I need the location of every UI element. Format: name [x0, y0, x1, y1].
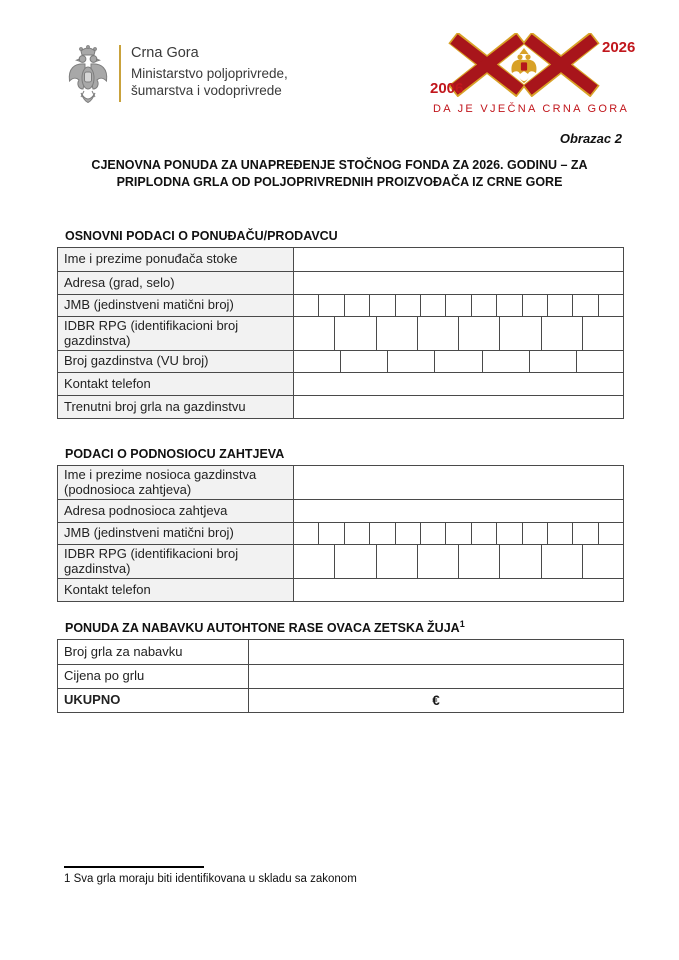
- section-ponuda-za-nabavku: [0, 619, 679, 713]
- coat-of-arms-icon: [66, 41, 110, 107]
- digit-box[interactable]: [445, 295, 470, 316]
- field-label: Adresa (grad, selo): [58, 272, 294, 294]
- form-row: [58, 499, 623, 522]
- footnote: [64, 873, 357, 885]
- digit-boxes: [294, 295, 623, 316]
- digit-box[interactable]: [395, 523, 420, 544]
- digit-box[interactable]: [344, 523, 369, 544]
- ministry-header: [131, 44, 288, 99]
- form-row: [58, 640, 623, 664]
- digit-box[interactable]: [458, 545, 499, 578]
- digit-box[interactable]: [572, 295, 597, 316]
- digit-box[interactable]: [294, 545, 334, 578]
- total-amount-cell[interactable]: €: [249, 689, 623, 712]
- digit-box[interactable]: [522, 523, 547, 544]
- section-osnovni-podaci-o-ponudjacu: [0, 229, 679, 419]
- field-value-cell[interactable]: [294, 373, 623, 395]
- document-title: [42, 157, 637, 191]
- form-row: [58, 316, 623, 350]
- form-row: [58, 350, 623, 372]
- digit-box[interactable]: [576, 351, 623, 372]
- digit-box[interactable]: [582, 317, 623, 350]
- anniversary-logo: [430, 33, 642, 115]
- digit-box[interactable]: [522, 295, 547, 316]
- footnote-marker: 1: [64, 873, 71, 885]
- form-row: [58, 688, 623, 712]
- form-table: [57, 465, 624, 602]
- digit-box[interactable]: [547, 523, 572, 544]
- digit-box[interactable]: [417, 545, 458, 578]
- document-title-line2: PRIPLODNA GRLA OD POLJOPRIVREDNIH PROIZVOĐAČA IZ CRNE GORE: [116, 175, 563, 189]
- field-value-cell[interactable]: [294, 396, 623, 418]
- field-value-cell[interactable]: [294, 248, 623, 271]
- digit-box[interactable]: [598, 295, 623, 316]
- footnote-separator: [64, 866, 204, 868]
- field-label: Kontakt telefon: [58, 373, 294, 395]
- digit-box[interactable]: [499, 545, 540, 578]
- form-row: [58, 522, 623, 544]
- form-row: [58, 578, 623, 601]
- field-value-cell[interactable]: [294, 500, 623, 522]
- field-label: Kontakt telefon: [58, 579, 294, 601]
- footnote-reference: 1: [459, 619, 465, 629]
- footnote-text: Sva grla moraju biti identifikovana u skladu sa zakonom: [73, 873, 357, 885]
- digit-box[interactable]: [598, 523, 623, 544]
- digit-box[interactable]: [376, 317, 417, 350]
- digit-box[interactable]: [434, 351, 481, 372]
- form-row: [58, 466, 623, 499]
- digit-box[interactable]: [420, 523, 445, 544]
- digit-box[interactable]: [294, 317, 334, 350]
- section-heading: PODACI O PODNOSIOCU ZAHTJEVA: [65, 447, 285, 461]
- digit-box[interactable]: [582, 545, 623, 578]
- digit-box[interactable]: [482, 351, 529, 372]
- field-value-cell[interactable]: [249, 640, 623, 664]
- field-label: JMB (jedinstveni matični broj): [58, 295, 294, 316]
- digit-box[interactable]: [369, 523, 394, 544]
- digit-box[interactable]: [340, 351, 387, 372]
- section-podaci-o-podnosiocu: [0, 447, 679, 602]
- field-label: Cijena po grlu: [58, 665, 249, 688]
- digit-box[interactable]: [318, 295, 343, 316]
- digit-box[interactable]: [499, 317, 540, 350]
- form-row: [58, 271, 623, 294]
- anniversary-xx-icon: [430, 33, 642, 97]
- form-number-label: Obrazac 2: [559, 131, 622, 146]
- digit-box[interactable]: [318, 523, 343, 544]
- document-title-line1: CJENOVNA PONUDA ZA UNAPREĐENJE STOČNOG FONDA ZA 2026. GODINU – ZA: [91, 158, 588, 172]
- anniversary-year-start: 2006: [430, 80, 464, 97]
- digit-box[interactable]: [458, 317, 499, 350]
- field-label: Broj gazdinstva (VU broj): [58, 351, 294, 372]
- anniversary-slogan: DA JE VJEČNA CRNA GORA: [433, 103, 630, 115]
- form-table: [57, 247, 624, 419]
- anniversary-year-end: 2026: [602, 39, 636, 56]
- digit-boxes: [294, 351, 623, 372]
- form-table: [57, 639, 624, 713]
- digit-box[interactable]: [417, 317, 458, 350]
- form-row: [58, 664, 623, 688]
- digit-box[interactable]: [420, 295, 445, 316]
- digit-box[interactable]: [541, 317, 582, 350]
- digit-box[interactable]: [376, 545, 417, 578]
- digit-boxes: [294, 545, 623, 578]
- field-label: Ime i prezime nosioca gazdinstva (podnosioca zahtjeva): [58, 466, 294, 499]
- field-label: JMB (jedinstveni matični broj): [58, 523, 294, 544]
- header-divider: [119, 45, 121, 102]
- digit-box[interactable]: [344, 295, 369, 316]
- country-name: Crna Gora: [131, 45, 199, 61]
- digit-box[interactable]: [387, 351, 434, 372]
- form-row: [58, 248, 623, 271]
- field-value-cell[interactable]: [249, 665, 623, 688]
- field-value-cell[interactable]: [294, 272, 623, 294]
- section-heading: PONUDA ZA NABAVKU AUTOHTONE RASE OVACA ZETSKA ŽUJA$^1$: [65, 619, 465, 636]
- ministry-name-line1: Ministarstvo poljoprivrede,: [131, 66, 288, 81]
- field-value-cell[interactable]: [294, 466, 623, 499]
- field-label: Trenutni broj grla na gazdinstvu: [58, 396, 294, 418]
- field-label: Adresa podnosioca zahtjeva: [58, 500, 294, 522]
- digit-box[interactable]: [369, 295, 394, 316]
- field-label: IDBR RPG (identifikacioni broj gazdinstva): [58, 545, 294, 578]
- form-row: [58, 544, 623, 578]
- section-heading: OSNOVNI PODACI O PONUĐAČU/PRODAVCU: [65, 229, 338, 243]
- digit-box[interactable]: [541, 545, 582, 578]
- digit-box[interactable]: [529, 351, 576, 372]
- field-label: Ime i prezime ponuđača stoke: [58, 248, 294, 271]
- digit-box[interactable]: [294, 523, 318, 544]
- digit-box[interactable]: [395, 295, 420, 316]
- form-row: [58, 294, 623, 316]
- digit-box[interactable]: [334, 545, 375, 578]
- digit-box[interactable]: [445, 523, 470, 544]
- digit-box[interactable]: [471, 523, 496, 544]
- digit-box[interactable]: [496, 295, 521, 316]
- field-value-cell[interactable]: [294, 579, 623, 601]
- form-row: [58, 395, 623, 418]
- digit-boxes: [294, 317, 623, 350]
- digit-box[interactable]: [294, 351, 340, 372]
- ministry-name-line2: šumarstva i vodoprivrede: [131, 83, 282, 98]
- digit-box[interactable]: [572, 523, 597, 544]
- digit-box[interactable]: [471, 295, 496, 316]
- field-label: UKUPNO: [58, 689, 249, 712]
- digit-box[interactable]: [547, 295, 572, 316]
- digit-box[interactable]: [334, 317, 375, 350]
- digit-box[interactable]: [496, 523, 521, 544]
- form-row: [58, 372, 623, 395]
- field-label: IDBR RPG (identifikacioni broj gazdinstva): [58, 317, 294, 350]
- digit-boxes: [294, 523, 623, 544]
- field-label: Broj grla za nabavku: [58, 640, 249, 664]
- digit-box[interactable]: [294, 295, 318, 316]
